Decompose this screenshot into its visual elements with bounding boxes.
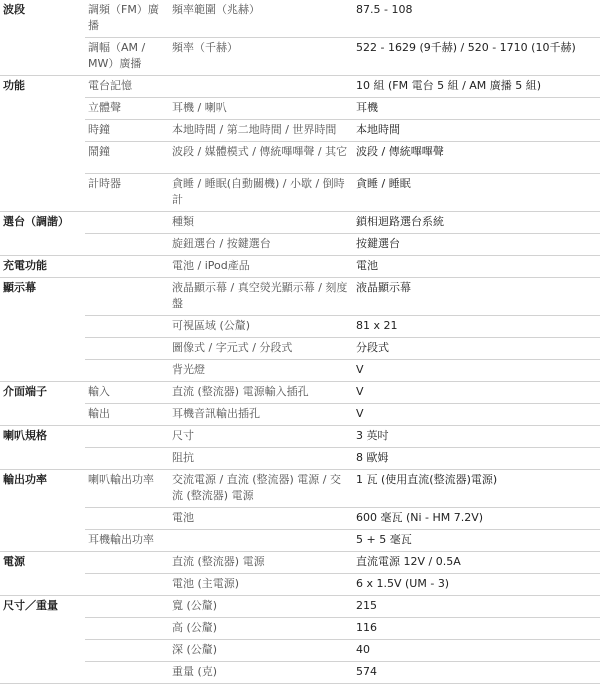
spec-value: 波段 / 傳統嗶嗶聲: [353, 142, 600, 174]
spec-item: 直流 (整流器) 電源: [169, 552, 353, 574]
spec-row: [0, 426, 600, 448]
spec-value: 分段式: [353, 338, 600, 360]
spec-item: 交流電源 / 直流 (整流器) 電源 / 交流 (整流器) 電源: [169, 470, 353, 508]
spec-subcategory: 輸入: [85, 382, 169, 404]
spec-subcategory: [85, 640, 169, 662]
spec-item: 電池: [169, 508, 353, 530]
spec-category: [0, 234, 85, 256]
spec-value: 522 - 1629 (9千赫) / 520 - 1710 (10千赫): [353, 38, 600, 76]
spec-row: [0, 0, 600, 38]
spec-value: 本地時間: [353, 120, 600, 142]
spec-item: 耳機 / 喇叭: [169, 98, 353, 120]
spec-category: [0, 98, 85, 120]
spec-row: [0, 470, 600, 508]
spec-value: 8 歐姆: [353, 448, 600, 470]
spec-row: [0, 360, 600, 382]
spec-row: [0, 596, 600, 618]
spec-item: 旋鈕選台 / 按鍵選台: [169, 234, 353, 256]
spec-subcategory: [85, 278, 169, 316]
spec-value: 電池: [353, 256, 600, 278]
spec-item: 圖像式 / 字元式 / 分段式: [169, 338, 353, 360]
spec-subcategory: 調幅（AM / MW）廣播: [85, 38, 169, 76]
spec-category: 充電功能: [0, 256, 85, 278]
spec-value: 116: [353, 618, 600, 640]
spec-category: 功能: [3, 79, 25, 92]
spec-value: 5 + 5 毫瓦: [353, 530, 600, 552]
spec-subcategory: 電台記憶: [85, 76, 169, 98]
spec-subcategory: [85, 596, 169, 618]
spec-category: 選台（調諧）: [3, 215, 69, 228]
spec-item: 電池 / iPod產品: [169, 256, 353, 278]
spec-subcategory: 鬧鐘: [85, 142, 169, 174]
spec-value: 10 組 (FM 電台 5 組 / AM 廣播 5 組): [353, 76, 600, 98]
spec-row: [0, 120, 600, 142]
spec-category: 喇叭規格: [3, 429, 47, 442]
spec-category: [0, 316, 85, 338]
spec-subcategory: 立體聲: [85, 98, 169, 120]
spec-row: [0, 76, 600, 98]
spec-value: 6 x 1.5V (UM - 3): [353, 574, 600, 596]
spec-category: [0, 508, 85, 530]
spec-item: 高 (公釐): [169, 618, 353, 640]
spec-value: V: [353, 360, 600, 382]
spec-category: [0, 640, 85, 662]
spec-row: [0, 640, 600, 662]
spec-row: [0, 574, 600, 596]
spec-category: [0, 662, 85, 684]
spec-category: [0, 448, 85, 470]
spec-item: 直流 (整流器) 電源輸入插孔: [169, 382, 353, 404]
spec-item: 耳機音訊輸出插孔: [169, 404, 353, 426]
spec-row: [0, 508, 600, 530]
spec-row: [0, 382, 600, 404]
spec-subcategory: 輸出: [85, 404, 169, 426]
spec-subcategory: [85, 448, 169, 470]
spec-subcategory: [85, 234, 169, 256]
spec-subcategory: 喇叭輸出功率: [85, 470, 169, 508]
spec-item: 貪睡 / 睡眠(自動關機) / 小歇 / 倒時計: [169, 174, 353, 212]
spec-row: [0, 38, 600, 76]
spec-subcategory: 時鐘: [85, 120, 169, 142]
spec-subcategory: [85, 618, 169, 640]
spec-subcategory: [85, 508, 169, 530]
spec-item: 波段 / 媒體模式 / 傳統嗶嗶聲 / 其它: [169, 142, 353, 174]
spec-item: 阻抗: [169, 448, 353, 470]
spec-item: [169, 76, 353, 98]
spec-subcategory: [85, 426, 169, 448]
spec-value: 貪睡 / 睡眠: [353, 174, 600, 212]
spec-value: 直流電源 12V / 0.5A: [353, 552, 600, 574]
spec-item: 尺寸: [169, 426, 353, 448]
spec-category: [0, 338, 85, 360]
spec-category: 輸出功率: [3, 473, 47, 486]
spec-item: 種類: [169, 212, 353, 234]
spec-row: [0, 234, 600, 256]
spec-category: [0, 120, 85, 142]
spec-subcategory: [85, 256, 169, 278]
spec-value: 液晶顯示幕: [353, 278, 600, 316]
spec-subcategory: [85, 662, 169, 684]
spec-subcategory: 計時器: [85, 174, 169, 212]
spec-value: 81 x 21: [353, 316, 600, 338]
spec-category: [0, 404, 85, 426]
spec-item: 寬 (公釐): [169, 596, 353, 618]
spec-item: 背光燈: [169, 360, 353, 382]
spec-row: [0, 316, 600, 338]
spec-row: [0, 98, 600, 120]
spec-row: [0, 662, 600, 684]
spec-category: 尺寸／重量: [3, 599, 58, 612]
spec-row: [0, 338, 600, 360]
spec-item: 電池 (主電源): [169, 574, 353, 596]
spec-item: 深 (公釐): [169, 640, 353, 662]
spec-category: 顯示幕: [3, 281, 36, 294]
spec-row: [0, 448, 600, 470]
spec-item: 本地時間 / 第二地時間 / 世界時間: [169, 120, 353, 142]
spec-item: 頻率範圍（兆赫）: [169, 0, 353, 38]
spec-subcategory: [85, 360, 169, 382]
spec-subcategory: [85, 316, 169, 338]
spec-row: [0, 256, 600, 278]
spec-item: 可視區域 (公釐): [169, 316, 353, 338]
spec-category: [0, 142, 85, 174]
spec-value: V: [353, 382, 600, 404]
spec-value: 574: [353, 662, 600, 684]
spec-item: 液晶顯示幕 / 真空熒光顯示幕 / 刻度盤: [169, 278, 353, 316]
spec-value: 600 毫瓦 (Ni - HM 7.2V): [353, 508, 600, 530]
spec-item: 頻率（千赫）: [169, 38, 353, 76]
spec-category: 介面端子: [3, 385, 47, 398]
spec-value: 鎖相迴路選台系統: [353, 212, 600, 234]
spec-value: 87.5 - 108: [353, 0, 600, 38]
spec-category: 電源: [3, 555, 25, 568]
spec-row: [0, 142, 600, 174]
spec-value: 215: [353, 596, 600, 618]
spec-category: [0, 360, 85, 382]
spec-value: 3 英吋: [353, 426, 600, 448]
spec-subcategory: [85, 338, 169, 360]
spec-value: 1 瓦 (使用直流(整流器)電源): [353, 470, 600, 508]
spec-item: [169, 530, 353, 552]
spec-row: [0, 278, 600, 316]
spec-subcategory: [85, 552, 169, 574]
spec-category: [0, 574, 85, 596]
spec-subcategory: 耳機輸出功率: [85, 530, 169, 552]
spec-category: [0, 618, 85, 640]
spec-value: V: [353, 404, 600, 426]
spec-row: [0, 174, 600, 212]
spec-category: [0, 530, 85, 552]
spec-row: [0, 618, 600, 640]
spec-category: [0, 174, 85, 212]
spec-row: [0, 212, 600, 234]
spec-item: 重量 (克): [169, 662, 353, 684]
spec-category: [0, 38, 85, 76]
spec-category: 波段: [3, 3, 25, 16]
spec-value: 40: [353, 640, 600, 662]
spec-value: 按鍵選台: [353, 234, 600, 256]
spec-row: [0, 404, 600, 426]
spec-value: 耳機: [353, 98, 600, 120]
spec-subcategory: [85, 574, 169, 596]
spec-row: [0, 552, 600, 574]
spec-row: [0, 530, 600, 552]
spec-subcategory: [85, 212, 169, 234]
spec-subcategory: 調頻（FM）廣播: [85, 0, 169, 38]
